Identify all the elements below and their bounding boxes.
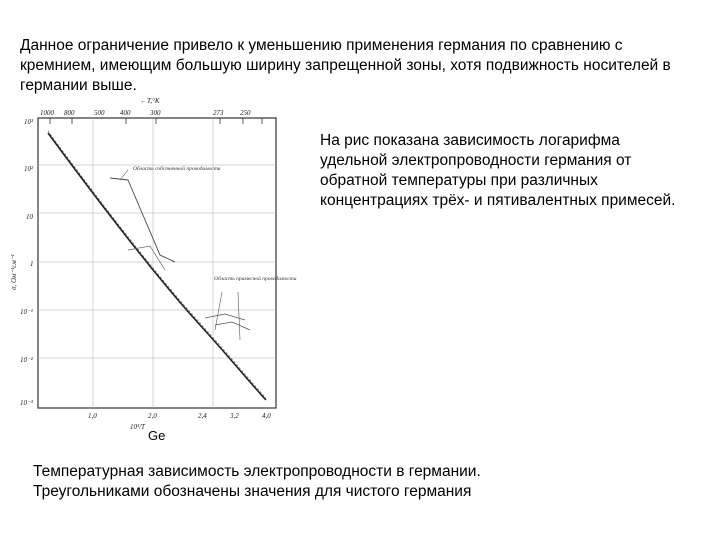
top-tick-label: 250 — [240, 109, 251, 117]
impurity-curve — [110, 178, 175, 262]
top-tick-label: 500 — [94, 109, 105, 117]
top-tick-label: 800 — [64, 109, 75, 117]
top-tick-label: 1000 — [40, 109, 54, 117]
y-tick-label: 10 — [26, 213, 33, 221]
y-tick-label: 10³ — [24, 118, 34, 126]
x-tick-label: 1,0 — [88, 412, 97, 420]
intrinsic-annotation: Область собственной проводимости — [133, 166, 221, 172]
impurity-curve — [128, 246, 165, 270]
intro-paragraph: Данное ограничение привело к уменьшению применения германия по сравнению с кремнием, имеющим большую ширину запрещенной зоны, хотя подвижность носителей в германии выше. — [20, 37, 671, 94]
impurity-curve — [215, 322, 250, 330]
y-tick-label: 10⁻² — [20, 356, 33, 364]
y-tick-label: 10² — [24, 165, 34, 173]
plot-frame — [38, 118, 276, 408]
figure-caption: Температурная зависимость электропроводности в германии. Треугольниками обозначены значения для чистого германия — [33, 463, 481, 500]
top-tick-label: 400 — [120, 109, 131, 117]
element-label: Ge — [148, 428, 166, 443]
y-tick-label: 1 — [30, 260, 34, 268]
x-tick-label: 4,0 — [262, 412, 271, 420]
y-axis-label: σ, Ом⁻¹см⁻¹ — [10, 254, 18, 290]
impurity-annotation: Область примесной проводимости — [214, 276, 297, 282]
y-tick-label: 10⁻¹ — [20, 308, 33, 316]
top-axis-label: ←T,°K — [140, 97, 160, 105]
plot-grid — [38, 118, 276, 408]
y-tick-label: 10⁻³ — [20, 399, 33, 407]
description-paragraph: На рис показана зависимость логарифма удельной электропроводности германия от обратной температуры при различных концентрациях трёх- и пятивалентных примесей. — [320, 132, 676, 209]
intrinsic-curve — [48, 133, 266, 400]
x-tick-label: 2,4 — [198, 412, 207, 420]
top-tick-label: 300 — [150, 109, 161, 117]
x-axis-label: 10³/T — [130, 423, 145, 431]
x-tick-label: 3,2 — [230, 412, 239, 420]
top-tick-label: 273 — [213, 109, 224, 117]
x-tick-label: 2,0 — [148, 412, 157, 420]
